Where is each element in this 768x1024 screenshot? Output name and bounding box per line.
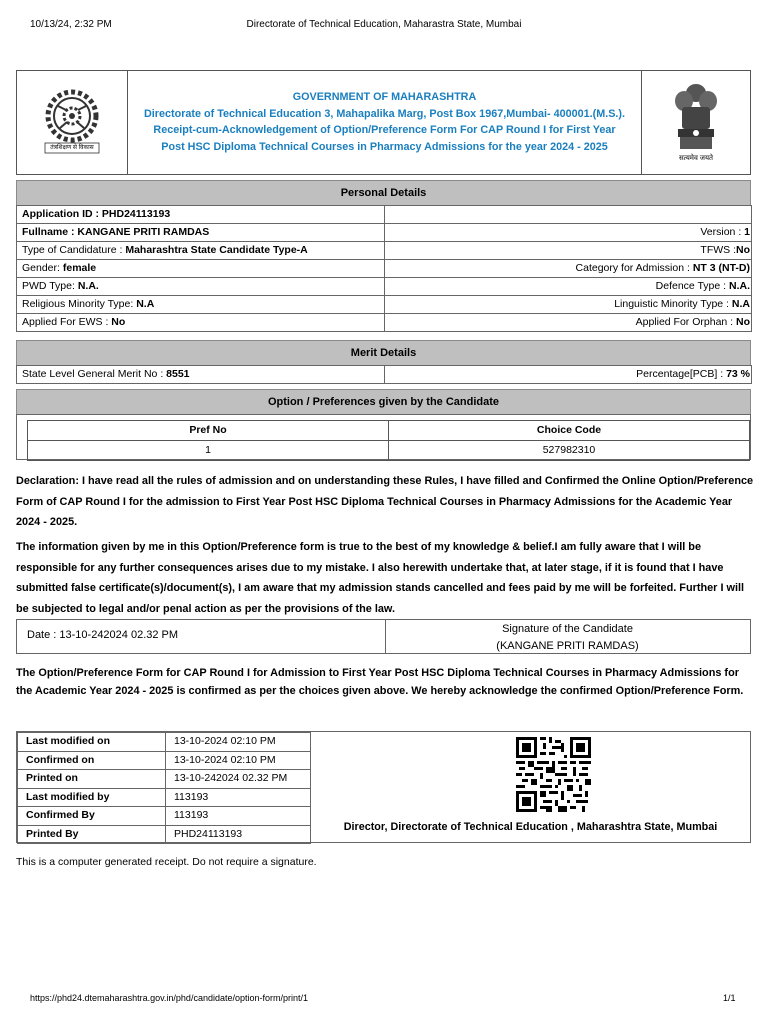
- director-signature: Director, Directorate of Technical Education , Maharashtra State, Mumbai: [343, 821, 718, 833]
- empty-cell: [385, 206, 752, 224]
- status-value: 13-10-242024 02.32 PM: [166, 770, 311, 789]
- table-header-row: [28, 421, 750, 441]
- print-url[interactable]: https://phd24.dtemaharashtra.gov.in/phd/candidate/option-form/print/1: [30, 993, 309, 1003]
- status-label: Last modified by: [18, 788, 166, 807]
- status-label: Printed By: [18, 825, 166, 844]
- preferences-box: [16, 414, 751, 460]
- religious-label: Religious Minority Type:: [22, 298, 137, 310]
- candidature-cell: [17, 242, 385, 260]
- print-datetime: 10/13/24, 2:32 PM: [30, 19, 112, 30]
- percentage-cell: [385, 366, 752, 384]
- table-row: [18, 788, 311, 807]
- defence-value: N.A.: [729, 280, 750, 292]
- candidature-value: Maharashtra State Candidate Type-A: [125, 244, 308, 256]
- merit-details-header: Merit Details: [16, 340, 751, 366]
- date-cell: [17, 620, 386, 653]
- table-row: [17, 224, 752, 242]
- signature-box: [16, 619, 751, 654]
- ashoka-emblem: [641, 71, 750, 174]
- category-label: Category for Admission :: [575, 262, 693, 274]
- status-value: 13-10-2024 02:10 PM: [166, 751, 311, 770]
- declaration-date: Date : 13-10-242024 02.32 PM: [27, 629, 179, 641]
- category-cell: [385, 260, 752, 278]
- emblem-motto: सत्यमेव जयते: [678, 155, 714, 162]
- dte-logo-motto: तंत्रशिक्षण से विकास: [50, 145, 94, 151]
- religious-value: N.A: [136, 298, 155, 310]
- gear-emblem-icon: [17, 71, 127, 174]
- religious-cell: [17, 296, 385, 314]
- status-label: Printed on: [18, 770, 166, 789]
- letterhead: [16, 70, 751, 175]
- gender-label: Gender:: [22, 262, 63, 274]
- merit-no-label: State Level General Merit No :: [22, 368, 167, 380]
- status-value: 113193: [166, 807, 311, 826]
- fullname: Fullname : KANGANE PRITI RAMDAS: [17, 224, 385, 242]
- table-row: [18, 770, 311, 789]
- signature-label: Signature of the Candidate: [502, 623, 633, 635]
- pwd-value: N.A.: [77, 280, 99, 292]
- linguistic-cell: [385, 296, 752, 314]
- category-value: NT 3 (NT-D): [692, 262, 750, 274]
- table-row: [18, 825, 311, 844]
- preferences-table: [27, 420, 750, 461]
- linguistic-label: Linguistic Minority Type :: [614, 298, 732, 310]
- defence-label: Defence Type :: [655, 280, 729, 292]
- tfws-label: TFWS :: [700, 244, 736, 256]
- table-row: [18, 807, 311, 826]
- computer-generated-note: This is a computer generated receipt. Do not require a signature.: [16, 856, 317, 868]
- signature-cell: [385, 621, 750, 654]
- directorate-address: Directorate of Technical Education 3, Mahapalika Marg, Post Box 1967,Mumbai- 400001.(M.S.).: [144, 107, 625, 120]
- status-value: 113193: [166, 788, 311, 807]
- status-box: [16, 731, 751, 843]
- orphan-cell: [385, 314, 752, 332]
- status-label: Confirmed By: [18, 807, 166, 826]
- table-row: [17, 296, 752, 314]
- version-label: Version :: [700, 226, 745, 238]
- confirmation-text: The Option/Preference Form for CAP Round I for Admission to First Year Post HSC Diploma Technical Courses in Pharmacy Admissions for the Academic Year 2024 - 2025 is confirmed as per the choices given above. We hereby acknowledge the confirmed Option/Preference Form.: [16, 667, 744, 697]
- tfws-value: No: [736, 244, 750, 256]
- personal-details-header: Personal Details: [16, 180, 751, 206]
- merit-no-value: 8551: [166, 368, 190, 380]
- defence-cell: [385, 278, 752, 296]
- version-cell: [385, 224, 752, 242]
- table-row: [28, 441, 750, 461]
- letterhead-text: [127, 89, 642, 155]
- version-value: 1: [744, 226, 750, 238]
- table-row: [18, 751, 311, 770]
- pref-no-header: Pref No: [28, 421, 389, 441]
- choice-code-header: Choice Code: [389, 421, 750, 441]
- choice-code-cell: 527982310: [389, 441, 750, 461]
- govt-title: GOVERNMENT OF MAHARASHTRA: [292, 91, 477, 103]
- dte-logo: [17, 71, 128, 174]
- receipt-title-2: Post HSC Diploma Technical Courses in Pharmacy Admissions for the year 2024 - 2025: [161, 140, 608, 153]
- ews-value: No: [111, 316, 126, 328]
- ews-label: Applied For EWS :: [22, 316, 112, 328]
- personal-details-table: [16, 205, 752, 332]
- orphan-label: Applied For Orphan :: [635, 316, 736, 328]
- percentage-label: Percentage[PCB] :: [636, 368, 727, 380]
- print-page-number: 1/1: [723, 993, 736, 1003]
- status-value: PHD24113193: [166, 825, 311, 844]
- information-text: The information given by me in this Option/Preference form is true to the best of my knowledge & belief.I am fully aware that I will be responsible for any further consequences arises due to my mistake. I also herewith undertake that, at later stage, if it is found that I have submitted false certificate(s)/document(s), I am aware that my admission stands cancelled and fees paid by me will be forfeited. Further I will be subjected to legal and/or penal action as per the provisions of the law.: [16, 541, 745, 615]
- orphan-value: No: [736, 316, 750, 328]
- candidature-label: Type of Candidature :: [22, 244, 126, 256]
- pref-no-cell: 1: [28, 441, 389, 461]
- director-cell: [310, 732, 750, 842]
- gender-value: female: [62, 262, 97, 274]
- status-table: [17, 732, 311, 844]
- status-label: Last modified on: [18, 733, 166, 752]
- merit-no-cell: [17, 366, 385, 384]
- status-value: 13-10-2024 02:10 PM: [166, 733, 311, 752]
- merit-details-table: [16, 365, 752, 384]
- signature-name: (KANGANE PRITI RAMDAS): [496, 639, 639, 652]
- pwd-label: PWD Type:: [22, 280, 78, 292]
- tfws-cell: [385, 242, 752, 260]
- print-title: Directorate of Technical Education, Maharastra State, Mumbai: [246, 19, 522, 30]
- ews-cell: [17, 314, 385, 332]
- table-row: [17, 314, 752, 332]
- table-row: [17, 206, 752, 224]
- table-row: [17, 260, 752, 278]
- gender-cell: [17, 260, 385, 278]
- pwd-cell: [17, 278, 385, 296]
- table-row: [18, 733, 311, 752]
- receipt-title-1: Receipt-cum-Acknowledgement of Option/Preference Form For CAP Round I for First Year: [153, 124, 616, 136]
- table-row: [17, 242, 752, 260]
- percentage-value: 73 %: [726, 368, 750, 380]
- status-label: Confirmed on: [18, 751, 166, 770]
- declaration-text: Declaration: I have read all the rules of admission and on understanding these Rules, I have filled and Confirmed the Online Option/Preference Form of CAP Round I for the admission to First Year Post HSC Diploma Technical Courses in Pharmacy Admissions for the Academic Year 2024 - 2025.: [16, 475, 754, 528]
- table-row: [17, 366, 752, 384]
- qr-code-icon: [516, 737, 591, 812]
- application-id: Application ID : PHD24113193: [17, 206, 385, 224]
- table-row: [17, 278, 752, 296]
- preferences-header: Option / Preferences given by the Candidate: [16, 389, 751, 415]
- linguistic-value: N.A: [731, 298, 750, 310]
